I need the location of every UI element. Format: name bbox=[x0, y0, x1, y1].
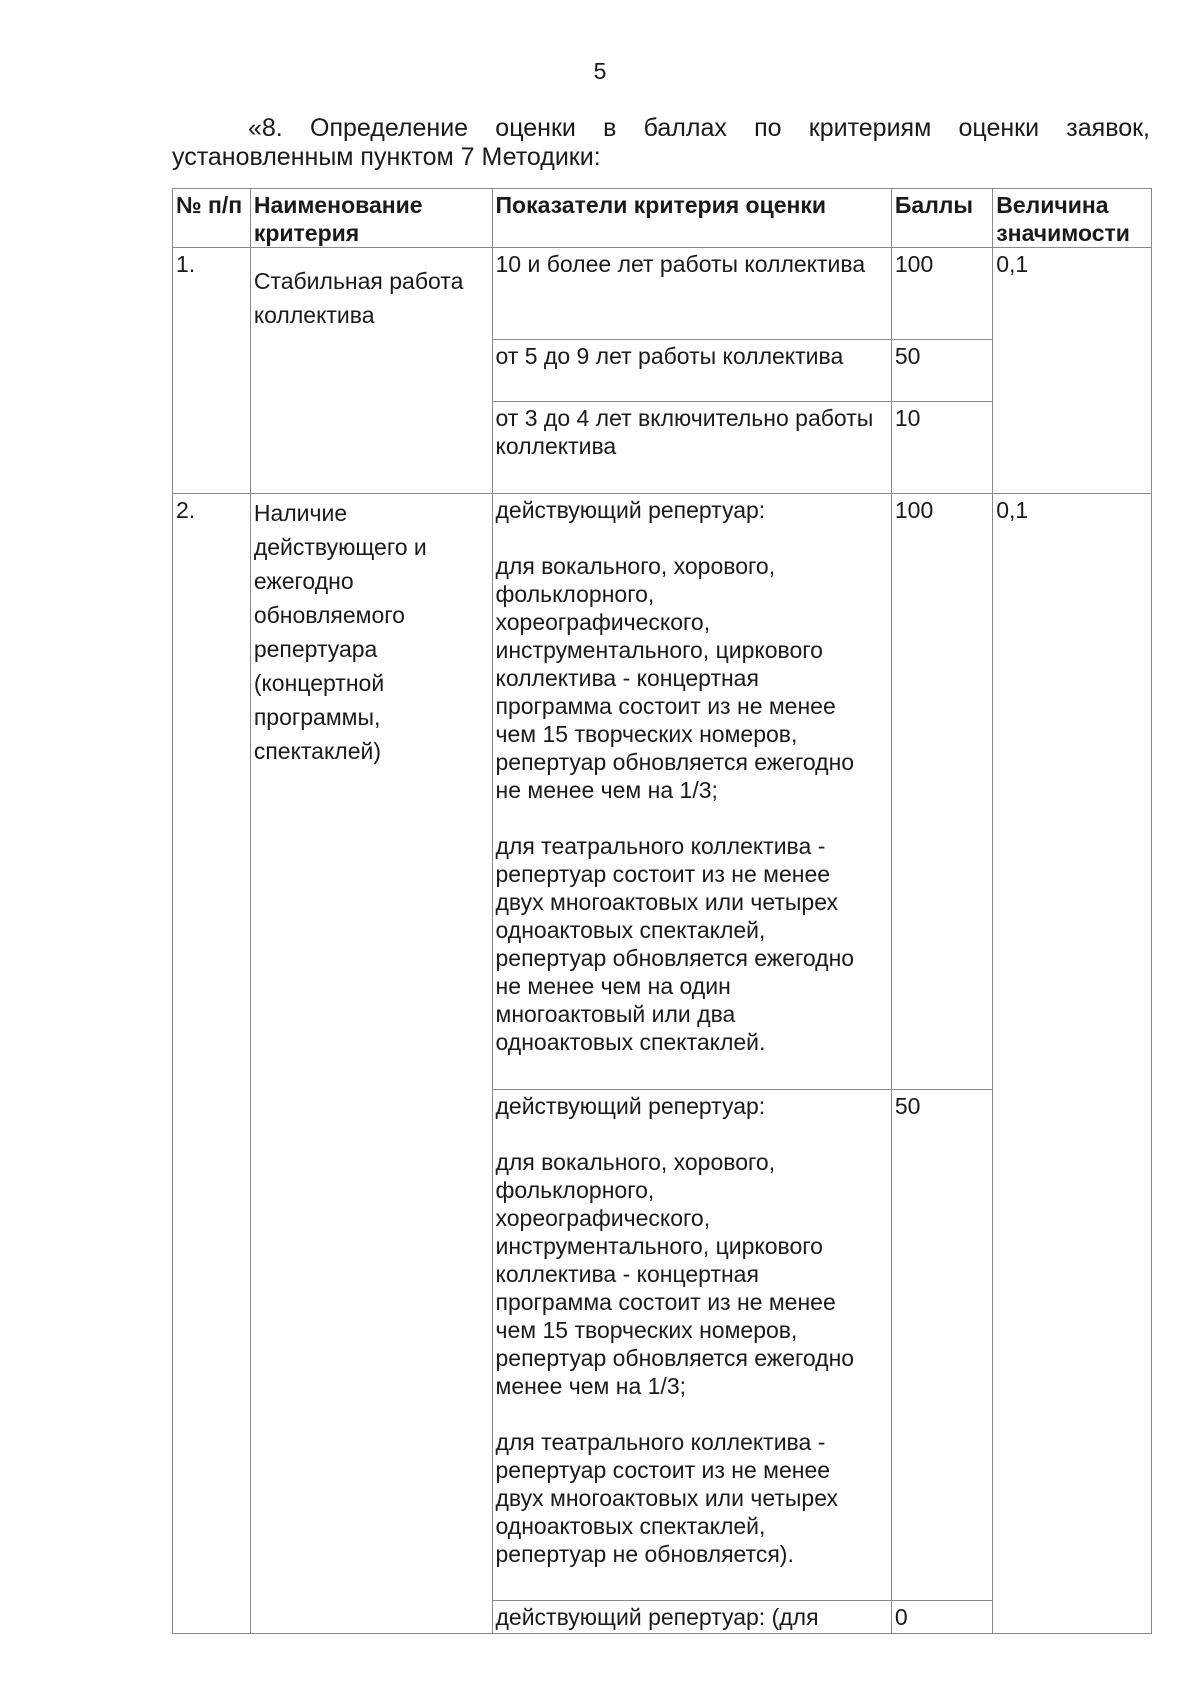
indicator-text: для вокального, хорового, фольклорного, хореографического, инструментального, циркового коллектива - концертная программа состоит из не менее чем 15 творческих номеров, репертуар обновляется ежегодно менее чем на 1/3; bbox=[495, 1149, 855, 1399]
row-number: 2. bbox=[173, 494, 251, 1634]
indicator-cell bbox=[492, 1090, 891, 1601]
header-name: Наименование критерия bbox=[250, 189, 492, 248]
criterion-name-text: Стабильная работа коллектива bbox=[253, 268, 464, 328]
header-points: Баллы bbox=[891, 189, 992, 248]
points-cell: 50 bbox=[891, 340, 992, 402]
table-row bbox=[173, 494, 1152, 1090]
indicator-text: для вокального, хорового, фольклорного, хореографического, инструментального, циркового коллектива - концертная программа состоит из не менее чем 15 творческих номеров, репертуар обновляется ежегодно не менее чем на 1/3; bbox=[495, 553, 855, 803]
points-cell: 100 bbox=[891, 494, 992, 1090]
indicator-text: от 5 до 9 лет работы коллектива bbox=[495, 343, 844, 369]
indicator-text: действующий репертуар: (для bbox=[495, 1604, 819, 1630]
intro-paragraph bbox=[172, 114, 1150, 172]
intro-line-2: установленным пунктом 7 Методики: bbox=[172, 143, 601, 171]
table-row bbox=[173, 248, 1152, 340]
indicator-text: действующий репертуар: bbox=[495, 497, 766, 523]
points-cell: 100 bbox=[891, 248, 992, 340]
criterion-name bbox=[250, 494, 492, 1634]
points-cell: 10 bbox=[891, 402, 992, 494]
significance-cell: 0,1 bbox=[993, 248, 1152, 494]
indicator-cell bbox=[492, 402, 891, 494]
indicator-text: для театрального коллектива - репертуар состоит из не менее двух многоактовых или четырех одноактовых спектаклей, репертуар обновляется ежегодно не менее чем на один многоактовый или два одноактовых спектаклей. bbox=[495, 833, 855, 1055]
indicator-text: для театрального коллектива - репертуар состоит из не менее двух многоактовых или четырех одноактовых спектаклей, репертуар не обновляется). bbox=[495, 1429, 838, 1567]
indicator-text: действующий репертуар: bbox=[495, 1093, 766, 1119]
points-cell: 0 bbox=[891, 1601, 992, 1634]
points-cell: 50 bbox=[891, 1090, 992, 1601]
indicator-cell bbox=[492, 1601, 891, 1634]
significance-cell: 0,1 bbox=[993, 494, 1152, 1634]
page-number: 5 bbox=[593, 58, 607, 84]
criterion-name bbox=[250, 248, 492, 494]
indicator-cell bbox=[492, 494, 891, 1090]
header-num: № п/п bbox=[173, 189, 251, 248]
indicator-text: от 3 до 4 лет включительно работы коллектива bbox=[495, 405, 874, 459]
indicator-cell bbox=[492, 340, 891, 402]
criteria-table bbox=[172, 188, 1152, 1634]
row-number: 1. bbox=[173, 248, 251, 494]
indicator-text: 10 и более лет работы коллектива bbox=[495, 251, 866, 277]
table-header-row bbox=[173, 189, 1152, 248]
intro-line-1: «8. Определение оценки в баллах по критериям оценки заявок, bbox=[248, 114, 1150, 142]
criterion-name-text: Наличие действующего и ежегодно обновляемого репертуара (концертной программы, спектаклей) bbox=[253, 500, 427, 764]
header-significance: Величина значимости bbox=[993, 189, 1152, 248]
indicator-cell bbox=[492, 248, 891, 340]
header-indicators: Показатели критерия оценки bbox=[492, 189, 891, 248]
